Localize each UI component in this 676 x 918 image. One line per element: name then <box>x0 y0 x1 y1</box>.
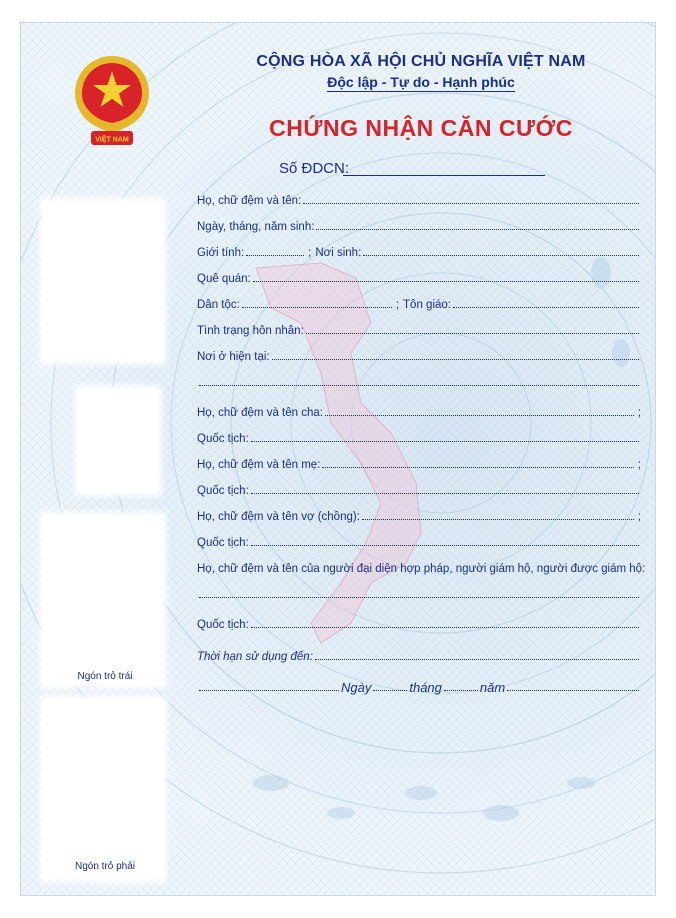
left-index-fingerprint-box <box>43 515 163 685</box>
gender-line <box>246 255 304 256</box>
gender-birthplace-field <box>197 239 641 259</box>
id-number-label: Số ĐDCN: <box>279 160 350 177</box>
document-title: CHỨNG NHẬN CĂN CƯỚC <box>269 115 573 141</box>
dob-line <box>316 229 639 230</box>
residence-line <box>272 359 639 360</box>
full-name-line <box>303 203 639 204</box>
father-nationality-label: Quốc tịch: <box>197 433 249 445</box>
ethnicity-line <box>242 307 392 308</box>
issue-date-row <box>197 673 641 695</box>
residence-field <box>197 343 641 363</box>
marital-status-line <box>306 333 639 334</box>
nation-name: CỘNG HÒA XÃ HỘI CHỦ NGHĨA VIỆT NAM <box>256 53 586 70</box>
mother-name-label: Họ, chữ đệm và tên mẹ: <box>197 459 321 471</box>
issue-year-line <box>507 690 639 691</box>
father-name-separator: ; <box>637 407 641 419</box>
hometown-label: Quê quán: <box>197 273 251 285</box>
dob-label: Ngày, tháng, năm sinh: <box>197 221 315 233</box>
spouse-name-field <box>197 503 641 523</box>
ethnicity-separator: ; <box>395 299 400 311</box>
spouse-name-label: Họ, chữ đệm và tên vợ (chồng): <box>197 511 360 523</box>
emblem-label: VIỆT NAM <box>95 136 129 144</box>
father-name-line <box>325 415 634 416</box>
marital-status-label: Tình trạng hôn nhân: <box>197 325 304 337</box>
father-name-field <box>197 399 641 419</box>
representative-name-label: Họ, chữ đệm và tên của người đại diện hợp pháp, người giám hộ, người được giám hộ: <box>197 563 646 575</box>
spouse-name-line <box>362 519 634 520</box>
birthplace-label: Nơi sinh: <box>315 247 362 259</box>
national-emblem-icon <box>73 53 151 151</box>
religion-line <box>453 307 639 308</box>
secondary-photo-box <box>78 389 158 493</box>
representative-name-continuation <box>197 581 641 601</box>
spouse-name-separator: ; <box>637 511 641 523</box>
expiry-line <box>315 659 639 660</box>
issue-month-label: tháng <box>409 680 442 695</box>
national-motto: Độc lập - Tự do - Hạnh phúc <box>327 74 515 90</box>
ethnicity-label: Dân tộc: <box>197 299 240 311</box>
representative-name-field <box>197 555 646 575</box>
representative-nationality-label: Quốc tịch: <box>197 619 249 631</box>
representative-nationality-field <box>197 611 641 631</box>
issue-month-line <box>444 690 478 691</box>
mother-name-field <box>197 451 641 471</box>
father-nationality-field <box>197 425 641 445</box>
issue-day-label: Ngày <box>341 680 372 695</box>
issue-year-label: năm <box>479 680 506 695</box>
issue-date-lead <box>199 690 339 691</box>
hometown-field <box>197 265 641 285</box>
father-nationality-line <box>251 441 639 442</box>
document-header <box>201 53 641 92</box>
photo-box <box>43 201 163 361</box>
father-name-label: Họ, chữ đệm và tên cha: <box>197 407 323 419</box>
id-number-line <box>343 175 545 176</box>
gender-separator: ; <box>308 247 312 259</box>
birthplace-line <box>363 255 639 256</box>
mother-nationality-label: Quốc tịch: <box>197 485 249 497</box>
residence-continuation <box>197 369 641 389</box>
residence-line-2 <box>199 385 639 386</box>
hometown-line <box>253 281 639 282</box>
mother-nationality-line <box>251 493 639 494</box>
right-index-fingerprint-box <box>43 699 163 879</box>
residence-label: Nơi ở hiện tại: <box>197 351 270 363</box>
spouse-nationality-label: Quốc tịch: <box>197 537 249 549</box>
full-name-field <box>197 187 641 207</box>
full-name-label: Họ, chữ đệm và tên: <box>197 195 302 207</box>
expiry-label: Thời hạn sử dụng đến: <box>197 651 313 663</box>
religion-label: Tôn giáo: <box>403 299 451 311</box>
right-index-finger-label: Ngón trỏ phải <box>74 861 136 872</box>
spouse-nationality-line <box>251 545 639 546</box>
spouse-nationality-field <box>197 529 641 549</box>
gender-label: Giới tính: <box>197 247 245 259</box>
certificate-page <box>20 22 656 896</box>
representative-nationality-line <box>251 627 639 628</box>
dob-field <box>197 213 641 233</box>
left-index-finger-label: Ngón trỏ trái <box>77 671 133 682</box>
mother-nationality-field <box>197 477 641 497</box>
mother-name-separator: ; <box>637 459 641 471</box>
mother-name-line <box>322 467 633 468</box>
marital-status-field <box>197 317 641 337</box>
expiry-field <box>197 643 641 663</box>
issue-day-line <box>373 690 407 691</box>
representative-name-line <box>199 597 639 598</box>
ethnicity-religion-field <box>197 291 641 311</box>
